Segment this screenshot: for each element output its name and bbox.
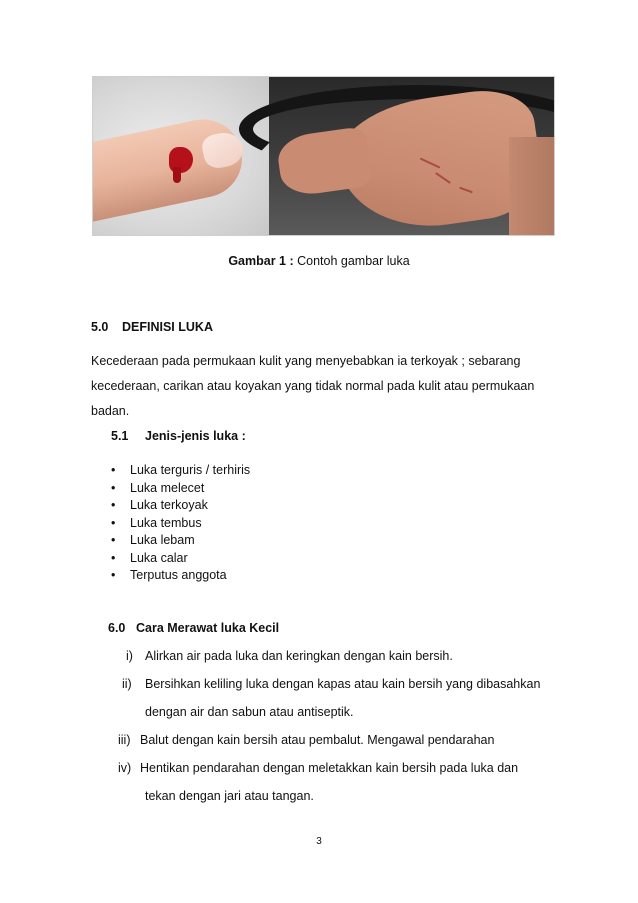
list-item: • Luka terkoyak [111,497,250,515]
step-marker: ii) [122,677,132,691]
definition-paragraph: Kecederaan pada permukaan kulit yang menyebabkan ia terkoyak ; sebarang kecederaan, carikan atau koyakan yang tidak normal pada kulit atau permukaan badan. [91,354,535,418]
list-item: • Luka terguris / terhiris [111,462,250,480]
scratched-palm-photo [269,77,554,235]
list-item: • Luka lebam [111,532,250,550]
section-5-1-number: 5.1 [111,429,129,443]
step-marker: iv) [118,761,132,775]
wrist-shape [509,137,555,236]
step-text: Hentikan pendarahan dengan meletakkan kain bersih pada luka dan [140,761,519,775]
section-6-heading [108,621,279,635]
step-text-continued: dengan air dan sabun atau antiseptik. [145,705,354,719]
wound-types-list [111,462,250,585]
step-text: Alirkan air pada luka dan keringkan dengan kain bersih. [145,649,453,663]
list-item: • Luka calar [111,550,250,568]
step-text: Balut dengan kain bersih atau pembalut. Mengawal pendarahan [140,733,495,747]
figure-caption [0,254,638,268]
step-text: Bersihkan keliling luka dengan kapas atau kain bersih yang dibasahkan [145,677,541,691]
caption-text: Contoh gambar luka [293,254,410,268]
blood-drip [173,167,181,183]
step-marker: i) [126,649,133,663]
page-number: 3 [316,836,322,847]
step-marker: iii) [118,733,131,747]
list-item: • Terputus anggota [111,567,250,585]
section-5-1-title: Jenis-jenis luka : [145,429,246,443]
step-text-continued: tekan dengan jari atau tangan. [145,789,314,803]
list-item: • Luka tembus [111,515,250,533]
section-5-1-heading [111,429,246,443]
section-5-title: DEFINISI LUKA [122,320,213,334]
list-item: • Luka melecet [111,480,250,498]
wound-figure [92,76,555,236]
section-6-title: Cara Merawat luka Kecil [136,621,280,635]
bleeding-finger-photo [93,77,269,235]
section-6-number: 6.0 [108,621,126,635]
section-5-number: 5.0 [91,320,109,334]
caption-label: Gambar 1 : [228,254,294,268]
section-5-heading [91,320,213,334]
